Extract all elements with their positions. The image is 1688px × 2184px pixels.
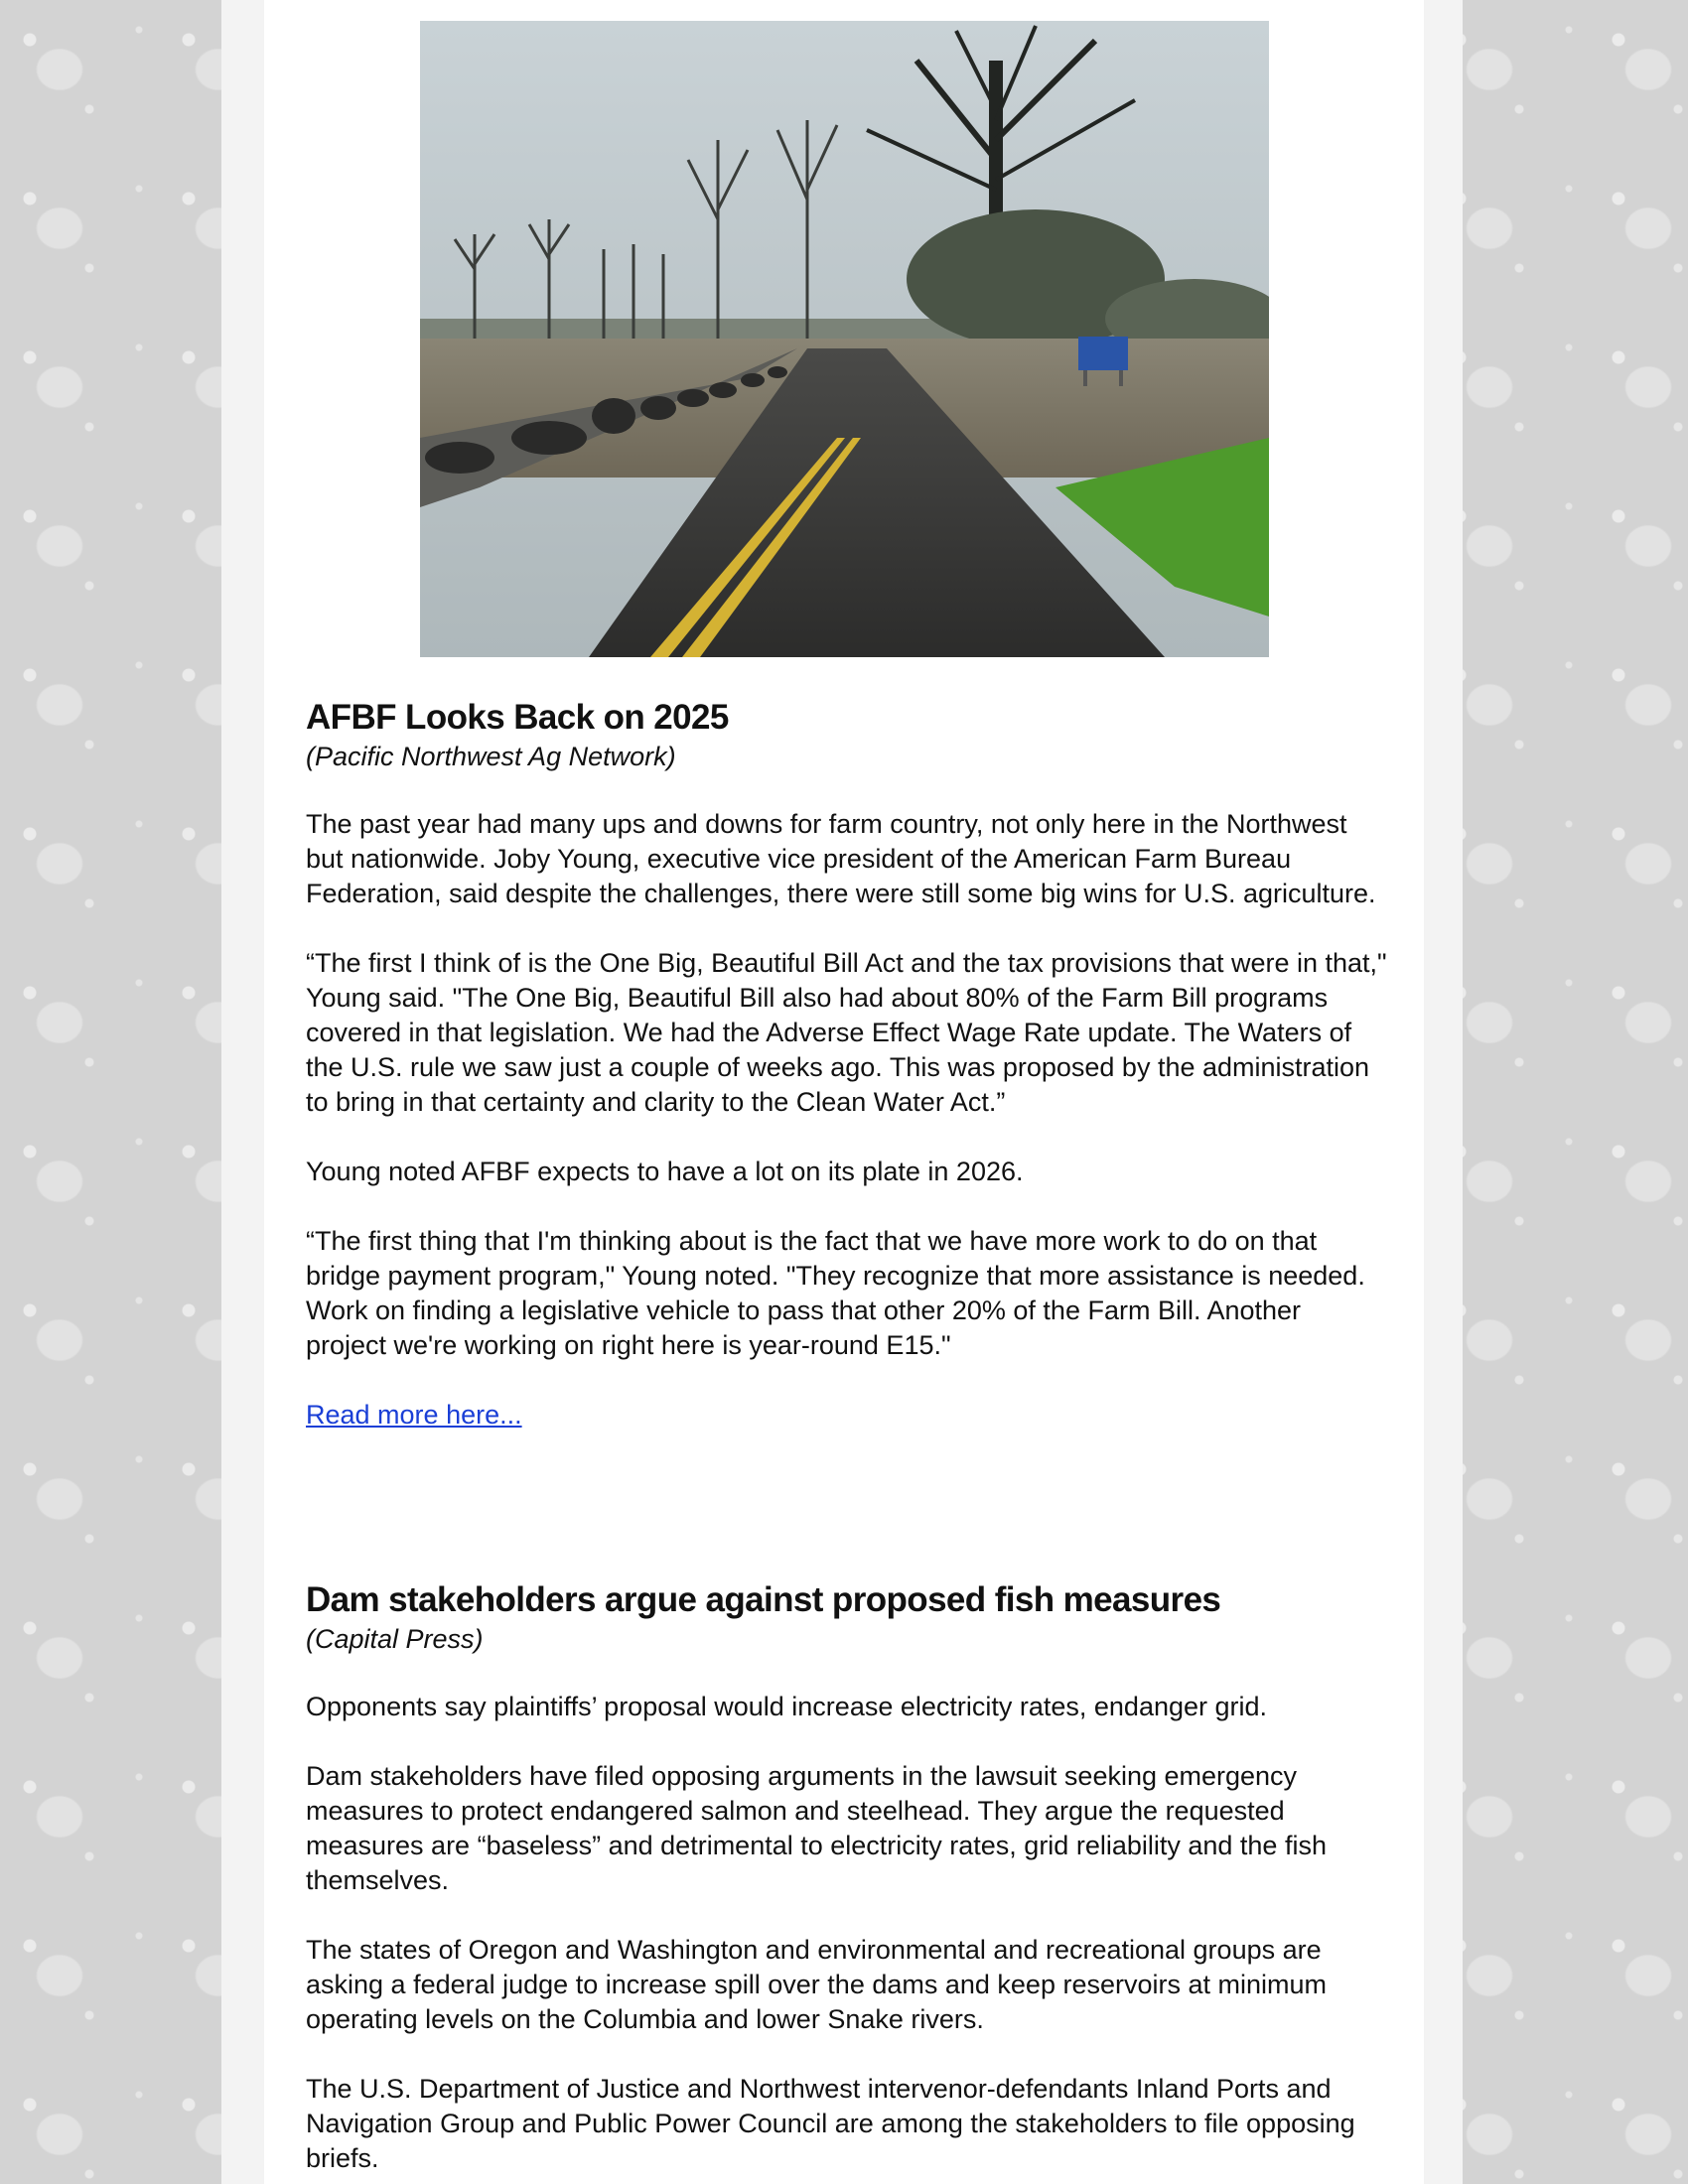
- article-paragraph: Dam stakeholders have filed opposing arguments in the lawsuit seeking emergency measures to protect endangered salmon and steelhead. They argue the requested measures are “baseless” and detrimental to electricity rates, grid reliability and the fish themselves.: [306, 1761, 1327, 1895]
- article-headline: Dam stakeholders argue against proposed fish measures: [306, 1580, 1221, 1619]
- read-more-link[interactable]: Read more here...: [306, 1400, 522, 1430]
- flooded-road-photo: [420, 21, 1269, 657]
- article-afbf: [306, 697, 1388, 1433]
- article-paragraph: Young noted AFBF expects to have a lot on its plate in 2026.: [306, 1157, 1024, 1186]
- newsletter-content: [264, 0, 1424, 2184]
- article-paragraph: The U.S. Department of Justice and Northwest intervenor-defendants Inland Ports and Navigation Group and Public Power Council are among the stakeholders to file opposing briefs.: [306, 2074, 1355, 2173]
- article-headline: AFBF Looks Back on 2025: [306, 698, 729, 737]
- article-source: (Capital Press): [306, 1624, 484, 1654]
- article-paragraph: The states of Oregon and Washington and environmental and recreational groups are asking a federal judge to increase spill over the dams and keep reservoirs at minimum operating levels on the Columbia and lower Snake rivers.: [306, 1935, 1328, 2034]
- article-paragraph: Opponents say plaintiffs’ proposal would increase electricity rates, endanger grid.: [306, 1692, 1268, 1721]
- article-source: (Pacific Northwest Ag Network): [306, 742, 676, 771]
- article-paragraph: “The first I think of is the One Big, Beautiful Bill Act and the tax provisions that were in that," Young said. "The One Big, Beautiful Bill also had about 80% of the Farm Bill programs covered in that legislation. We had the Adverse Effect Wage Rate update. The Waters of the U.S. rule we saw just a couple of weeks ago. This was proposed by the administration to bring in that certainty and clarity to the Clean Water Act.”: [306, 948, 1387, 1117]
- article-paragraph: The past year had many ups and downs for farm country, not only here in the Northwest but nationwide. Joby Young, executive vice president of the American Farm Bureau Federation, said despite the challenges, there were still some big wins for U.S. agriculture.: [306, 809, 1376, 908]
- article-paragraph: “The first thing that I'm thinking about is the fact that we have more work to do on that bridge payment program," Young noted. "They recognize that more assistance is needed. Work on finding a legislative vehicle to pass that other 20% of the Farm Bill. Another project we're working on right here is year-round E15.": [306, 1226, 1365, 1360]
- article-dam-stakeholders: [306, 1579, 1388, 2184]
